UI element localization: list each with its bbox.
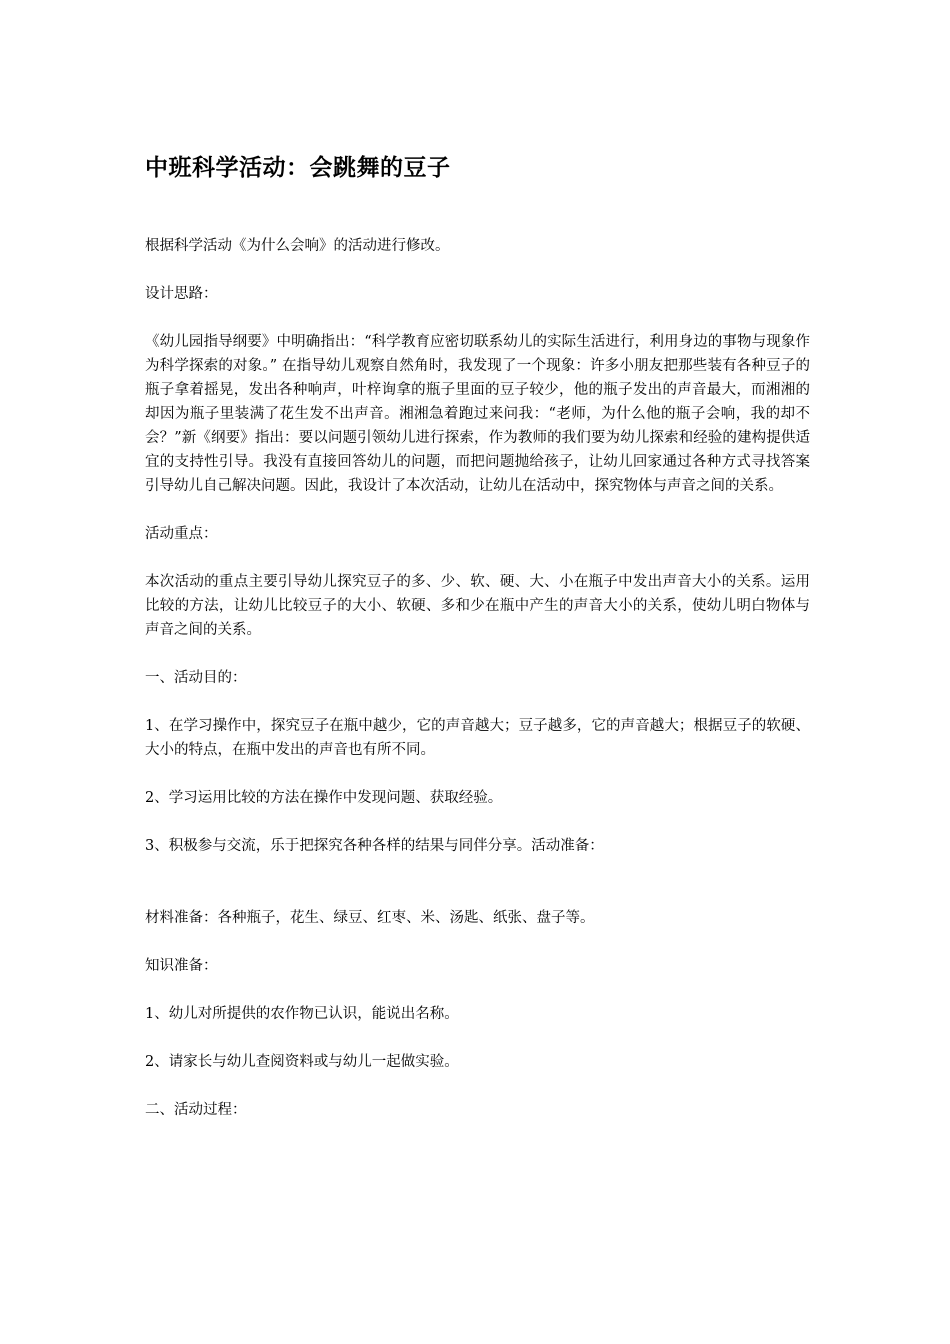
knowledge-item: 1、幼儿对所提供的农作物已认识，能说出名称。 — [145, 1006, 459, 1022]
section-heading-objectives: 一、活动目的： — [145, 670, 247, 686]
document-body — [145, 150, 810, 1146]
key-point-paragraph: 本次活动的重点主要引导幼儿探究豆子的多、少、软、硬、大、小在瓶子中发出声音大小的关系。运用比较的方法，让幼儿比较豆子的大小、软硬、多和少在瓶中产生的声音大小的关系，使幼儿明白物体与声音之间的关系。 — [145, 574, 810, 638]
section-heading-process: 二、活动过程： — [145, 1102, 247, 1118]
knowledge-item: 2、请家长与幼儿查阅资料或与幼儿一起做实验。 — [145, 1054, 459, 1070]
section-heading-design-idea: 设计思路： — [145, 286, 218, 302]
intro-paragraph: 根据科学活动《为什么会响》的活动进行修改。 — [145, 238, 450, 254]
objective-item: 3、积极参与交流，乐于把探究各种各样的结果与同伴分享。活动准备： — [145, 838, 604, 854]
materials-paragraph: 材料准备：各种瓶子，花生、绿豆、红枣、米、汤匙、纸张、盘子等。 — [145, 910, 595, 926]
section-heading-key-point: 活动重点： — [145, 526, 218, 542]
design-idea-paragraph: 《幼儿园指导纲要》中明确指出：“科学教育应密切联系幼儿的实际生活进行，利用身边的事物与现象作为科学探索的对象。” 在指导幼儿观察自然角时，我发现了一个现象：许多小朋友把那些装有各种豆子的瓶子拿着摇晃，发出各种响声，叶梓询拿的瓶子里面的豆子较少，他的瓶子发出的声音最大，而湘湘的却因为瓶子里装满了花生发不出声音。湘湘急着跑过来问我：“老师，为什么他的瓶子会响，我的却不会？”新《纲要》指出：要以问题引领幼儿进行探索，作为教师的我们要为幼儿探索和经验的建构提供适宜的支持性引导。我没有直接回答幼儿的问题，而把问题抛给孩子，让幼儿回家通过各种方式寻找答案引导幼儿自己解决问题。因此，我设计了本次活动，让幼儿在活动中，探究物体与声音之间的关系。 — [145, 334, 810, 494]
section-heading-knowledge: 知识准备： — [145, 958, 218, 974]
objective-item: 2、学习运用比较的方法在操作中发现问题、获取经验。 — [145, 790, 503, 806]
document-title: 中班科学活动：会跳舞的豆子 — [145, 155, 451, 181]
objective-item: 1、在学习操作中，探究豆子在瓶中越少，它的声音越大；豆子越多，它的声音越大；根据豆子的软硬、大小的特点，在瓶中发出的声音也有所不同。 — [145, 718, 810, 758]
